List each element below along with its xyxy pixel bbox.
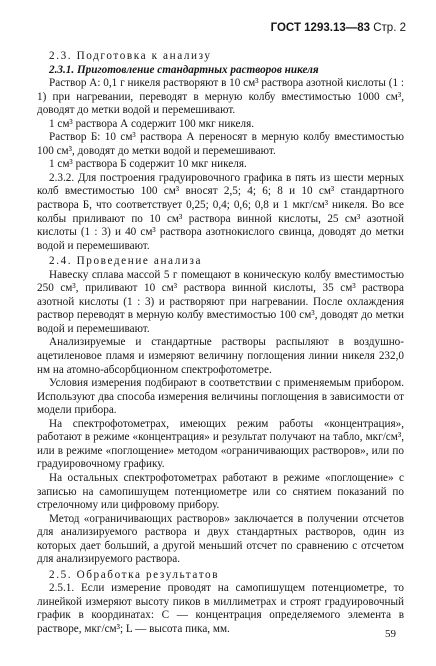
document-body: [37, 48, 404, 637]
page-label: Стр. 2: [373, 22, 406, 34]
standard-number: ГОСТ 1293.13—83: [270, 22, 371, 34]
paragraph: 1 см³ раствора А содержит 100 мкг никеля.: [49, 117, 255, 130]
subsection-heading: 2.3.1. Приготовление стандартных растворов никеля: [49, 63, 319, 76]
paragraph: На спектрофотометрах, имеющих режим работы «концентрация», работают в режиме «концентрация» и результат получают на табло, мкг/см³, или в режиме «поглощение» методом «ограничивающих растворов», или по градуировочному графику.: [37, 417, 404, 471]
section-heading: 2.4. Проведение анализа: [49, 255, 203, 268]
paragraph: Навеску сплава массой 5 г помещают в коническую колбу вместимостью 250 см³, приливают 10 см³ раствора винной кислоты, 35 см³ раствора азотной кислоты (1 : 3) и растворяют при нагревании. После охлаждения раствор переводят в мерную колбу вместимостью 100 см³, доводят до метки водой и перемешивают.: [37, 268, 404, 335]
paragraph: Метод «ограничивающих растворов» заключается в получении отсчетов для анализируемого раствора и двух стандартных растворов, один из которых дает больший, а другой меньший отсчет по сравнению с отсчетом для анализируемого раствора.: [37, 512, 404, 566]
paragraph: Анализируемые и стандартные растворы распыляют в воздушно-ацетиленовое пламя и измеряют величину поглощения линии никеля 232,0 нм на атомно-абсорбционном спектрофотометре.: [37, 336, 404, 376]
paragraph: Раствор Б: 10 см³ раствора А переносят в мерную колбу вместимостью 100 см³, доводят до метки водой и перемешивают.: [37, 131, 404, 157]
paragraph: 2.5.1. Если измерение проводят на самопишущем потенциометре, то линейкой измеряют высоту пиков в миллиметрах и строят градуировочный график в координатах: C — концентрация определяемого элемента в растворе, мкг/см³; L — высота пика, мм.: [37, 582, 404, 635]
section-heading: 2.5. Обработка результатов: [49, 568, 220, 581]
section-heading: 2.3. Подготовка к анализу: [49, 50, 212, 62]
page-number: 59: [385, 628, 396, 640]
page-header: [271, 22, 406, 34]
paragraph: Раствор А: 0,1 г никеля растворяют в 10 см³ раствора азотной кислоты (1 : 1) при нагревании, переводят в мерную колбу вместимостью 1000 см³, доводят до метки водой и перемешивают.: [37, 77, 404, 117]
paragraph: 2.3.2. Для построения градуировочного графика в пять из шести мерных колб вместимостью 100 см³ вносят 2,5; 4; 6; 8 и 10 см³ стандартного раствора Б, что соответствует 0,25; 0,4; 0,6; 0,8 и 1 мкг/см³ никеля. Во все колбы приливают по 10 см³ раствора винной кислоты, 25 см³ азотной кислоты (1 : 3) и 40 см³ раствора азотнокислого свинца, доводят до метки водой и перемешивают.: [37, 171, 404, 252]
paragraph: 1 см³ раствора Б содержит 10 мкг никеля.: [49, 158, 247, 171]
paragraph: Условия измерения подбирают в соответствии с применяемым прибором. Используют два способа измерения величины поглощения в зависимости от модели прибора.: [37, 377, 404, 417]
paragraph: На остальных спектрофотометрах работают в режиме «поглощение» с записью на самопишущем потенциометре или со снятием показаний по стрелочному или цифровому прибору.: [37, 471, 404, 512]
